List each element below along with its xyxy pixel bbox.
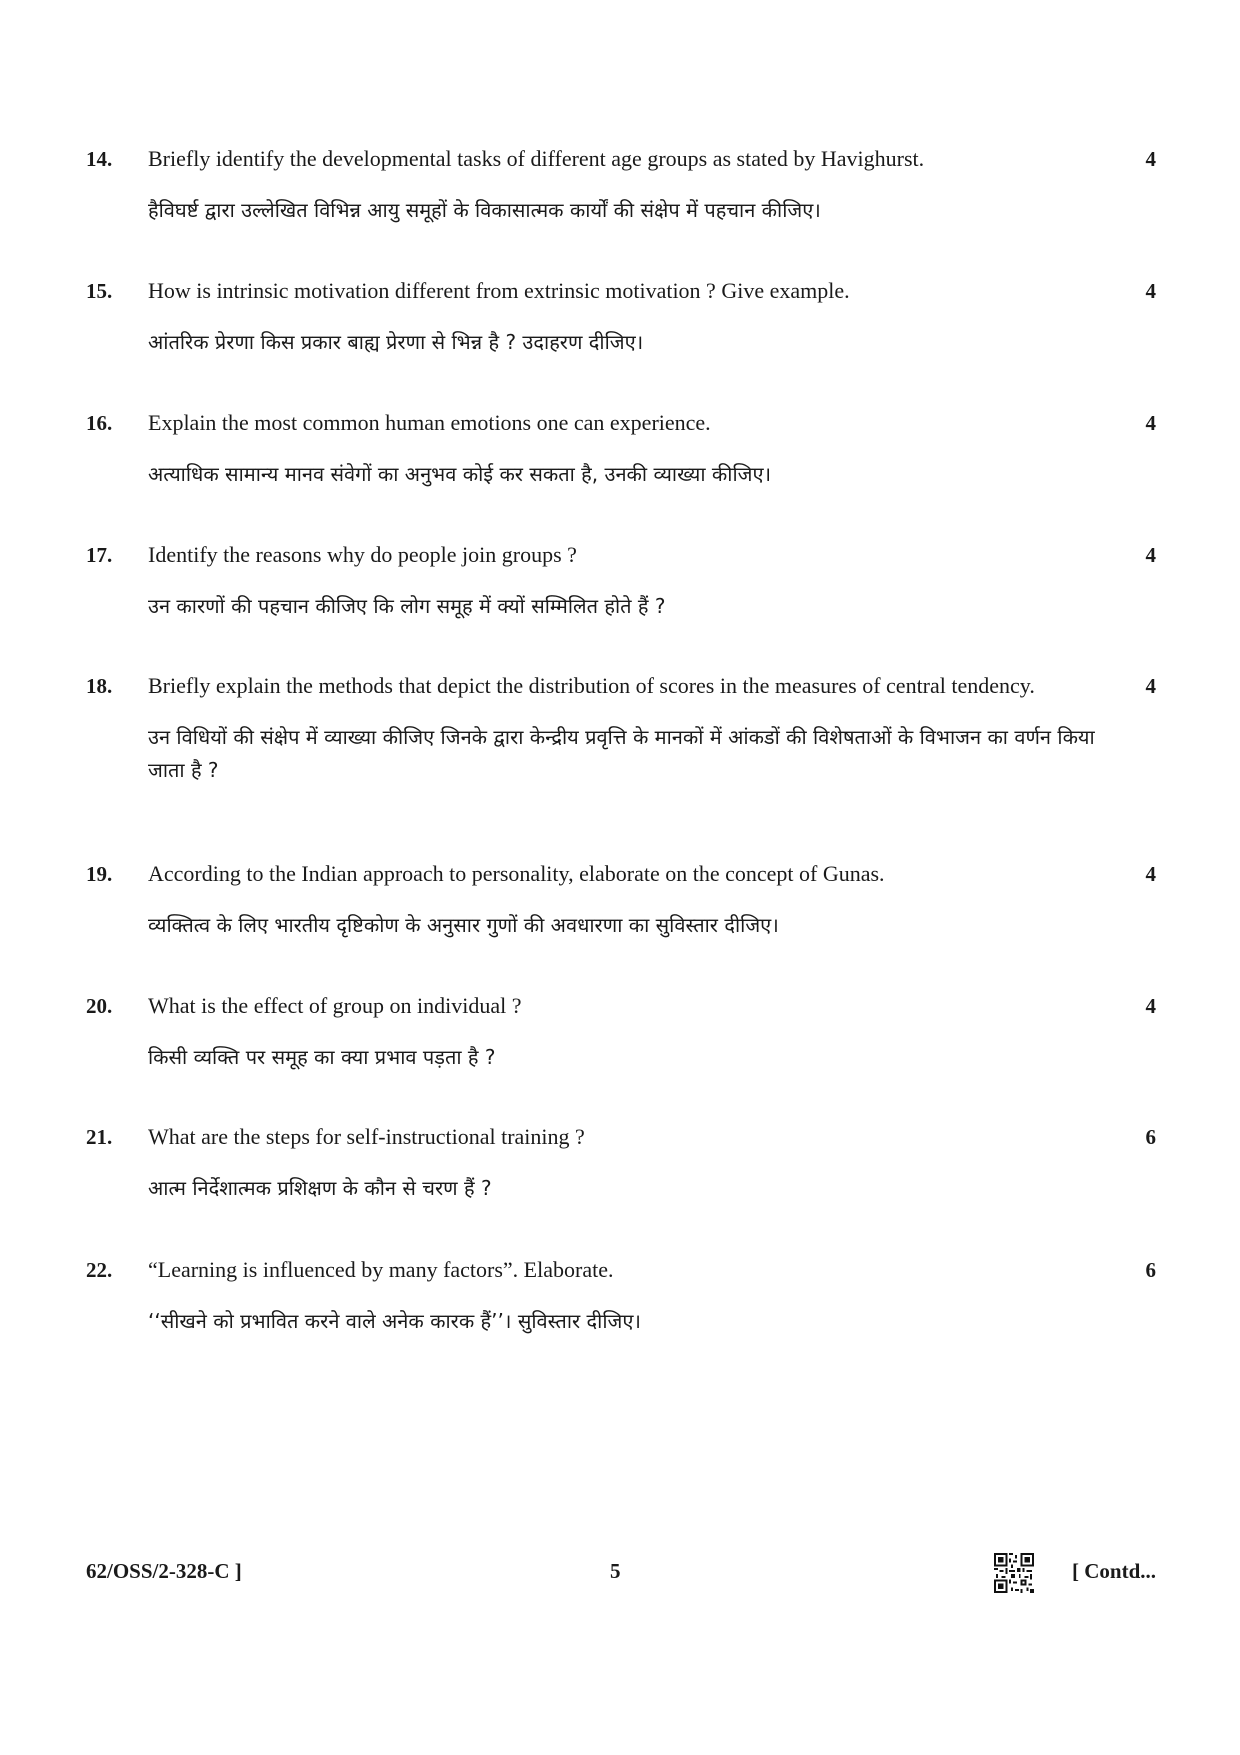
page-number: 5 bbox=[610, 1559, 621, 1583]
question-text-hindi: आत्म निर्देशात्मक प्रशिक्षण के कौन से चरण हैं ? bbox=[148, 1176, 492, 1200]
question-number: 16. bbox=[86, 411, 113, 435]
question-marks: 4 bbox=[1145, 543, 1156, 567]
qr-code-icon bbox=[994, 1553, 1034, 1593]
question-marks: 4 bbox=[1145, 279, 1156, 303]
question-text-hindi: अत्याधिक सामान्य मानव संवेगों का अनुभव कोई कर सकता है, उनकी व्याख्या कीजिए। bbox=[148, 462, 772, 486]
question-text-hindi: हैविघर्ष्ट द्वारा उल्लेखित विभिन्न आयु समूहों के विकासात्मक कार्यों की संक्षेप में पहचान कीजिए। bbox=[148, 198, 821, 222]
question-number: 14. bbox=[86, 147, 113, 171]
question-19 bbox=[86, 860, 1156, 942]
question-number: 22. bbox=[86, 1258, 113, 1282]
question-marks: 6 bbox=[1145, 1258, 1156, 1282]
question-marks: 4 bbox=[1145, 674, 1156, 698]
question-number: 15. bbox=[86, 279, 113, 303]
question-text-english: Briefly identify the developmental tasks of different age groups as stated by Havighurst. bbox=[148, 146, 925, 171]
question-marks: 4 bbox=[1145, 411, 1156, 435]
question-text-hindi: उन विधियों की संक्षेप में व्याख्या कीजिए जिनके द्वारा केन्द्रीय प्रवृत्ति के मानकों में आंकडों की विशेषताओं के विभाजन का वर्णन किया जाता है ? bbox=[148, 725, 1095, 782]
question-marks: 4 bbox=[1145, 994, 1156, 1018]
question-number: 20. bbox=[86, 994, 113, 1018]
question-21 bbox=[86, 1123, 1156, 1205]
continued-label: [ Contd... bbox=[1071, 1559, 1156, 1583]
question-marks: 4 bbox=[1145, 862, 1156, 886]
question-text-english: What is the effect of group on individual ? bbox=[148, 993, 522, 1018]
paper-code: 62/OSS/2-328-C ] bbox=[86, 1559, 242, 1583]
question-text-hindi: उन कारणों की पहचान कीजिए कि लोग समूह में क्यों सम्मिलित होते हैं ? bbox=[148, 594, 666, 618]
question-text-english: Explain the most common human emotions one can experience. bbox=[148, 410, 711, 435]
question-17 bbox=[86, 541, 1156, 623]
question-number: 19. bbox=[86, 862, 113, 886]
question-text-english: Identify the reasons why do people join groups ? bbox=[148, 542, 577, 567]
question-14 bbox=[86, 145, 1156, 227]
question-text-english: Briefly explain the methods that depict the distribution of scores in the measures of central tendency. bbox=[148, 673, 1035, 698]
question-text-hindi: किसी व्यक्ति पर समूह का क्या प्रभाव पड़ता है ? bbox=[148, 1045, 496, 1069]
question-number: 21. bbox=[86, 1125, 113, 1149]
question-marks: 6 bbox=[1145, 1125, 1156, 1149]
question-text-english: According to the Indian approach to personality, elaborate on the concept of Gunas. bbox=[148, 861, 885, 886]
question-15 bbox=[86, 277, 1156, 359]
question-18 bbox=[86, 672, 1156, 787]
question-text-hindi: व्यक्तित्व के लिए भारतीय दृष्टिकोण के अनुसार गुणों की अवधारणा का सुविस्तार दीजिए। bbox=[148, 913, 779, 937]
question-text-hindi: ‘‘सीखने को प्रभावित करने वाले अनेक कारक हैं’’। सुविस्तार दीजिए। bbox=[148, 1309, 642, 1333]
question-20 bbox=[86, 992, 1156, 1074]
page-footer bbox=[86, 1553, 1156, 1593]
question-text-english: How is intrinsic motivation different from extrinsic motivation ? Give example. bbox=[148, 278, 850, 303]
question-16 bbox=[86, 409, 1156, 491]
question-text-hindi: आंतरिक प्रेरणा किस प्रकार बाह्य प्रेरणा से भिन्न है ? उदाहरण दीजिए। bbox=[148, 330, 644, 354]
question-number: 18. bbox=[86, 674, 113, 698]
question-22 bbox=[86, 1256, 1156, 1338]
question-text-english: What are the steps for self-instructional training ? bbox=[148, 1124, 585, 1149]
question-number: 17. bbox=[86, 543, 113, 567]
question-marks: 4 bbox=[1145, 147, 1156, 171]
question-text-english: “Learning is influenced by many factors”. Elaborate. bbox=[148, 1257, 614, 1282]
